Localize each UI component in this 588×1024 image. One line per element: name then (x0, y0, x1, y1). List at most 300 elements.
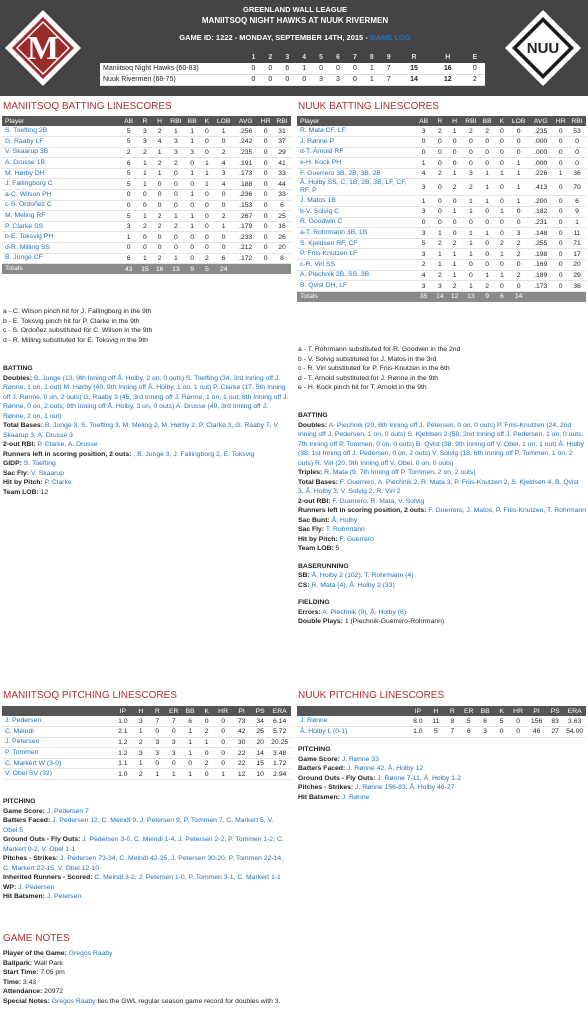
table-header-cell: HR (510, 706, 526, 716)
player-name-link[interactable]: B. Junge CF (2, 253, 120, 264)
special-notes-player[interactable]: Gregos Raaby (51, 997, 96, 1005)
stat-cell: 2 (138, 147, 153, 158)
home-caught-stealing[interactable]: R. Mata (4), Å. Holby 2 (33) (311, 581, 395, 589)
inherited-runners-label: Inherited Runners - Scored: (3, 874, 93, 881)
line-score-header-cell: 8 (363, 52, 380, 63)
player-of-game[interactable]: Gregos Raaby (68, 950, 113, 957)
pitches-strikes-label: Pitches - Strikes: (3, 855, 59, 862)
stat-cell: 1 (462, 196, 480, 207)
away-hit-batsmen[interactable]: J. Petersen (46, 893, 82, 900)
stat-cell: 0 (509, 126, 528, 137)
table-header-cell: R (433, 116, 448, 126)
stat-cell: 29 (568, 270, 586, 281)
line-score-header-cell: 1 (245, 52, 262, 63)
away-gidp[interactable]: S. Toefting (23, 460, 56, 467)
stat-cell: 0 (138, 243, 153, 254)
line-score-row (100, 63, 485, 74)
player-name-link[interactable]: e-H. Kock PH (297, 158, 415, 169)
table-header-cell: IP (113, 706, 133, 716)
stat-cell: 2 (495, 238, 510, 249)
stat-cell: 3 (138, 126, 153, 137)
stat-cell: 36 (568, 281, 586, 292)
player-name-link[interactable]: S. Toefting 2B (2, 126, 120, 137)
table-header-cell: R (149, 706, 165, 716)
stat-cell: 1 (495, 207, 510, 218)
totals-cell: 43 (120, 264, 138, 275)
table-header-cell: BB (185, 116, 200, 126)
player-name-link[interactable]: G. Raaby LF (2, 137, 120, 148)
substitution-note: d - R. Milling substituted for E. Toksvig in the 9th (3, 336, 148, 344)
stat-cell: 2 (198, 758, 214, 769)
stat-cell: 1 (138, 253, 153, 264)
stat-cell: 0 (553, 126, 568, 137)
line-score-cell: 0 (262, 63, 279, 74)
table-header-row (297, 706, 586, 716)
player-name-link[interactable]: c-R. Virl SS (297, 260, 415, 271)
away-pitches-strikes[interactable]: J. Pedersen 73-34, C. Meindl 42-25, J. Petersen 30-20, P. Tommen 22-14, C. Markert 22-15, V. Obel 12-10 (3, 855, 284, 872)
home-hbp[interactable]: F. Guerrero (339, 535, 374, 543)
stat-cell: 6 (477, 716, 493, 727)
stat-cell: 0 (214, 243, 233, 254)
table-header-cell: ER (166, 706, 182, 716)
stat-cell: 3 (166, 737, 182, 748)
stat-cell: 7 (166, 716, 182, 727)
stat-cell: 0 (495, 158, 510, 169)
player-name-link[interactable]: a-C. Wilson PH (2, 190, 120, 201)
away-go-fo[interactable]: J. Pedersen 3-0, C. Meindl 1-4, J. Petersen 2-2, P. Tommen 1-2, C. Markert 0-2, V. Obel 1-1 (3, 836, 284, 853)
totals-cell: 16 (152, 264, 167, 275)
stat-cell: 2 (152, 211, 167, 222)
player-name-link[interactable]: V. Obel SV (32) (2, 769, 113, 780)
table-header-cell: AVG (233, 116, 258, 126)
stat-cell: 1.0 (113, 716, 133, 727)
stat-cell: 7 (149, 716, 165, 727)
stat-cell: 0 (480, 249, 495, 260)
stat-cell: 0 (433, 179, 448, 196)
line-score-cell: 16 (431, 63, 465, 74)
stat-cell: 2 (167, 221, 185, 232)
stat-cell: 0 (167, 179, 185, 190)
away-pitching-table (2, 706, 291, 780)
table-row (297, 126, 586, 137)
player-name-link[interactable]: C. Meindl (2, 727, 113, 738)
stat-cell: 0 (258, 211, 273, 222)
stat-cell: 0 (509, 137, 528, 148)
stat-cell: 0 (495, 217, 510, 228)
table-header-cell: ERA (268, 706, 291, 716)
stat-cell: 2 (152, 253, 167, 264)
game-header (0, 0, 588, 96)
stat-cell: 15 (252, 758, 268, 769)
stat-cell: 14 (252, 748, 268, 759)
doubles-label: Doubles: (298, 421, 328, 429)
player-name-link[interactable]: J. Rønne P (297, 137, 415, 148)
stat-cell: 0 (495, 281, 510, 292)
stat-cell: 0 (495, 126, 510, 137)
table-header-cell: LOB (509, 116, 528, 126)
stat-cell: 3 (149, 737, 165, 748)
away-batting-table (2, 116, 291, 274)
stat-cell: 0 (258, 147, 273, 158)
away-risp[interactable]: , B. Junge 3, J. Fallingborg 2, E. Toksvig (133, 450, 255, 458)
stat-cell: 0 (433, 207, 448, 218)
home-pitching-title: NUUK PITCHING LINESCORES (298, 690, 445, 701)
stat-cell: .191 (233, 158, 258, 169)
stat-cell: 83 (547, 716, 563, 727)
away-batting-detail (3, 364, 289, 497)
stolen-bases-label: SB: (298, 572, 310, 579)
stat-cell: 156 (526, 716, 547, 727)
away-wild-pitch[interactable]: J. Pedersen (18, 883, 55, 891)
totals-cell: 13 (462, 291, 480, 302)
away-batting-detail-title: BATTING (3, 365, 33, 372)
player-name-link[interactable]: S. Kjeldsen RF, CF (297, 238, 415, 249)
totals-cell: 13 (167, 264, 185, 275)
totals-cell (258, 264, 273, 275)
stat-cell: 3 (167, 137, 185, 148)
stat-cell: 0 (200, 221, 215, 232)
stat-cell: 0 (415, 217, 433, 228)
stat-cell: 3.48 (268, 748, 291, 759)
stat-cell: 0 (185, 243, 200, 254)
away-doubles[interactable]: B. Junge (13, 9th Inning off Å. Holby, 2 on, 0 outs) S. Toefting (34, 3rd Inning off J. Rønne, 1 on, 1 out) M. Hørby (40, 9th Inning off Å. Holby, 1 on, 1 out) P. Clarke (17, 5th Inning off J. Rønne, 0 on, 2 outs) G. Raaby 3 (45, 3rd Inning off J. Rønne, 1 on, 1 out; 8th Inning off J. Rønne, 0 on, 2 outs; 9th Inning off Å. Holby, 3 on, 0 outs) A. Drusse (49, 3rd Inning off J. Rønne, 2 on, 1 out) (3, 374, 289, 420)
stat-cell: 1 (133, 727, 149, 738)
stat-cell: 3 (133, 716, 149, 727)
line-score-cell: 0 (346, 74, 363, 85)
stat-cell: 1.1 (113, 758, 133, 769)
game-log-link[interactable]: GAME LOG (369, 33, 411, 42)
player-name-link[interactable]: R. Mata CF, LF (297, 126, 415, 137)
game-id-line (100, 32, 490, 43)
stat-cell: 6 (182, 716, 198, 727)
player-name-link[interactable]: V. Skaarup 3B (2, 147, 120, 158)
home-risp[interactable]: F. Guerrero, J. Matos, P. Friis-Knutzen, T. Rohrmann (428, 507, 586, 514)
stat-cell: 1 (462, 228, 480, 239)
stat-cell: 0 (214, 190, 233, 201)
stat-cell: 0 (215, 727, 231, 738)
line-score-cell: 14 (397, 74, 431, 85)
totals-row (2, 264, 291, 275)
player-name-link[interactable]: J. Rønne (297, 716, 408, 727)
table-row (297, 168, 586, 179)
stat-cell: 0 (509, 281, 528, 292)
player-name-link[interactable]: A. Drusse 1B (2, 158, 120, 169)
away-hbp[interactable]: P. Clarke (44, 479, 72, 486)
table-header-cell: Player (2, 116, 120, 126)
player-name-link[interactable]: M. Meling RF (2, 211, 120, 222)
stat-cell: 8 (444, 716, 460, 727)
stat-cell: 1 (200, 158, 215, 169)
line-score-cell: 12 (431, 74, 465, 85)
stat-cell: 1 (152, 147, 167, 158)
player-name-link[interactable]: b-V. Solvig C (297, 207, 415, 218)
stat-cell: 1 (185, 168, 200, 179)
line-score-team: Maniitsoq Night Hawks (60-83) (100, 63, 245, 74)
table-header-cell: BB (182, 706, 198, 716)
stat-cell: 3 (120, 221, 138, 232)
home-pitching-detail (298, 745, 586, 802)
stat-cell: 3 (415, 281, 433, 292)
stat-cell: 1 (495, 270, 510, 281)
home-triples[interactable]: R. Mata (9, 7th Inning off P. Tommen, 2 on, 2 outs) (324, 469, 476, 476)
stat-cell: 0 (120, 190, 138, 201)
player-name-link[interactable]: P. Friis-Knutzen LF (297, 249, 415, 260)
fielding-title: FIELDING (298, 599, 330, 606)
stat-cell: 0 (415, 137, 433, 148)
stat-cell: 1 (214, 126, 233, 137)
player-name-link[interactable]: J. Matos 1B (297, 196, 415, 207)
table-header-cell: H (447, 116, 462, 126)
home-batters-faced[interactable]: J. Rønne 42, Å. Holby 12 (347, 765, 424, 772)
table-header-cell: H (152, 116, 167, 126)
stat-cell: 1 (495, 249, 510, 260)
stat-cell: 1 (553, 168, 568, 179)
special-notes-label: Special Notes: (3, 997, 50, 1005)
stat-cell: 1 (480, 228, 495, 239)
stat-cell: .200 (528, 196, 553, 207)
stat-cell: 0 (182, 758, 198, 769)
stat-cell: 5.72 (268, 727, 291, 738)
stat-cell: 0 (200, 137, 215, 148)
stat-cell: .000 (528, 137, 553, 148)
stat-cell: 2 (152, 126, 167, 137)
player-name-link[interactable]: F. Guerrero 3B, 2B, 3B, 2B (297, 168, 415, 179)
gidp-label: GIDP: (3, 460, 22, 467)
line-score-cell: 0 (245, 74, 262, 85)
stat-cell: 3 (415, 207, 433, 218)
table-row (2, 716, 291, 727)
stat-cell: 3 (509, 228, 528, 239)
line-score-cell: 0 (296, 74, 313, 85)
home-sac-fly[interactable]: T. Rohrmann (325, 526, 365, 533)
stat-cell: 25 (273, 211, 291, 222)
line-score-header-cell: 4 (296, 52, 313, 63)
home-hit-batsmen[interactable]: J. Rønne (341, 793, 370, 801)
table-row (2, 727, 291, 738)
stat-cell: 1 (185, 137, 200, 148)
table-header-cell: K (198, 706, 214, 716)
risp-label: Runners left in scoring position, 2 outs: (298, 507, 427, 514)
player-name-link[interactable]: Å. Holby SS, C, 1B, 2B, 3B, LF, CF, RF, P (297, 179, 415, 196)
table-header-cell: RBI (273, 116, 291, 126)
stat-cell: 73 (231, 716, 252, 727)
stat-cell: 5 (120, 137, 138, 148)
away-two-out-rbi[interactable]: P. Clarke, A. Drusse (37, 441, 98, 448)
table-header-cell: RBI (568, 116, 586, 126)
table-header-cell: IP (408, 706, 428, 716)
stat-cell: 1 (200, 168, 215, 179)
player-name-link[interactable]: d-R. Milling SS (2, 243, 120, 254)
line-score-header-cell: 5 (313, 52, 330, 63)
stat-cell: 1 (462, 249, 480, 260)
stat-cell: 0 (258, 253, 273, 264)
away-sac-fly[interactable]: V. Skaarup (30, 469, 64, 477)
stat-cell: 1 (167, 253, 185, 264)
table-row (297, 217, 586, 228)
line-score-header-cell: H (431, 52, 465, 63)
stat-cell: 0 (214, 137, 233, 148)
stat-cell: 0 (553, 228, 568, 239)
total-bases-label: Total Bases: (3, 422, 43, 429)
stat-cell: 0 (495, 147, 510, 158)
stat-cell: 17 (568, 249, 586, 260)
stat-cell: 0 (553, 270, 568, 281)
stat-cell: 6.14 (268, 716, 291, 727)
stat-cell: 0 (462, 217, 480, 228)
away-total-bases[interactable]: B. Junge 3, S. Toefting 3, M. Meling 2, M. Hørby 2, P. Clarke 3, G. Raaby 7, V. Skaarup 3, A. Drusse 3 (3, 422, 280, 439)
away-pitching-detail-title: PITCHING (3, 798, 36, 805)
potg-label: Player of the Game: (3, 950, 67, 957)
home-double-plays: 1 (Piechnik-Guerrero-Rohrmann) (344, 618, 445, 625)
table-row (2, 179, 291, 190)
line-score-cell: 1 (296, 63, 313, 74)
home-batting-detail-title: BATTING (298, 412, 328, 419)
away-notes (3, 307, 289, 345)
stat-cell: 1 (447, 260, 462, 271)
table-header-cell: PS (252, 706, 268, 716)
nuuk-logo-icon (503, 8, 583, 88)
stat-cell: 0 (553, 281, 568, 292)
stat-cell: 1 (495, 168, 510, 179)
stat-cell: 22 (231, 758, 252, 769)
stat-cell: 2 (138, 221, 153, 232)
stat-cell: 0 (215, 748, 231, 759)
line-score-row (100, 74, 485, 85)
stat-cell: 0 (258, 243, 273, 254)
home-game-score[interactable]: J. Rønne 33 (341, 755, 379, 763)
home-go-fo[interactable]: J. Rønne 7-11, Å. Holby 1-2 (377, 774, 462, 782)
stat-cell: 0 (166, 727, 182, 738)
table-row (2, 137, 291, 148)
stat-cell: 0 (462, 158, 480, 169)
stat-cell: 1 (138, 179, 153, 190)
player-name-link[interactable]: P. Clarke SS (2, 221, 120, 232)
stat-cell: 0 (553, 147, 568, 158)
home-notes (298, 345, 586, 393)
stat-cell: 2 (447, 281, 462, 292)
stat-cell: 0 (480, 238, 495, 249)
table-row (297, 716, 586, 727)
stat-cell: 3 (185, 147, 200, 158)
stat-cell: 0 (510, 716, 526, 727)
home-sac-bunt[interactable]: Å. Holby (331, 516, 358, 524)
stat-cell: 41 (273, 158, 291, 169)
stat-cell: 2 (133, 769, 149, 780)
stat-cell: 0 (185, 179, 200, 190)
table-header-cell: AB (120, 116, 138, 126)
player-name-link[interactable]: A. Piechnik 2B, SS, 3B (297, 270, 415, 281)
table-header-cell: HR (553, 116, 568, 126)
doubles-label: Doubles: (3, 374, 33, 382)
player-name-link[interactable]: R. Goodwin C (297, 217, 415, 228)
stat-cell: .000 (528, 147, 553, 158)
stat-cell: 0 (149, 758, 165, 769)
home-total-bases[interactable]: F. Guerrero, A. Piechnik 2, R. Mata 3, P. Friis-Knutzen 2, S. Kjeldsen 4, B. Qvist 3, Å. Holby 3, V. Solvig 2, R. Virl 2 (298, 478, 579, 495)
stat-cell: 2.1 (113, 727, 133, 738)
stat-cell: 0 (200, 126, 215, 137)
table-header-cell: K (200, 116, 215, 126)
stat-cell: 2 (447, 238, 462, 249)
stat-cell: 36 (568, 168, 586, 179)
stat-cell: 1 (480, 168, 495, 179)
substitution-note: b - E. Toksvig pinch hit for P. Clarke in the 9th (3, 317, 140, 325)
stat-cell: 0 (258, 137, 273, 148)
player-name-link[interactable]: C. Markert W (3-0) (2, 758, 113, 769)
stat-cell: 3 (415, 179, 433, 196)
stat-cell: 3 (214, 168, 233, 179)
stat-cell: .182 (528, 207, 553, 218)
home-doubles[interactable]: A. Piechnik (20, 6th Inning off J. Petersen, 0 on, 0 outs) P. Friis-Knutzen (24, 2nd Inning off J. Pedersen, 1 on, 0 outs) S. Kjeldsen 2 (58, 2nd Inning off J. Pedersen, 1 on, 0 outs; 7th Inning off P. Tommen, 0 on, 0 outs) B. Qvist (38, 9th Inning off V. Obel, 1 on, 1 out) Å. Holby (38, 1st Inning off J. Pedersen, 0 on, 2 outs) V. Solvig (18, 6th Inning off P. Tommen, 1 on, 2 outs) R. Virl (20, 9th Inning off V. Obel, 0 on, 0 outs) (298, 421, 585, 467)
away-inherited-runners[interactable]: C. Meindl 3-2, J. Petersen 1-0, P. Tommen 3-1, C. Markert 1-1 (94, 874, 281, 881)
player-name-link[interactable]: P. Tommen (2, 748, 113, 759)
away-batters-faced[interactable]: J. Pedersen 12, C. Meindl 9, J. Petersen 9, P. Tommen 7, C. Markert 5, V. Obel 5 (3, 817, 274, 834)
table-row (2, 147, 291, 158)
line-score-cell: 0 (245, 63, 262, 74)
stat-cell: 44 (273, 179, 291, 190)
stat-cell: 3 (138, 137, 153, 148)
home-batting-table (297, 116, 586, 302)
stat-cell: 1.72 (268, 758, 291, 769)
table-header-cell: HR (215, 706, 231, 716)
stat-cell: 1 (182, 737, 198, 748)
stat-cell: 4 (415, 168, 433, 179)
stat-cell: 1 (447, 249, 462, 260)
stat-cell: 0 (509, 207, 528, 218)
stat-cell: 0 (215, 758, 231, 769)
table-row (297, 281, 586, 292)
stat-cell: 0 (509, 260, 528, 271)
stat-cell: 2 (433, 270, 448, 281)
player-name-link[interactable]: J. Petersen (2, 737, 113, 748)
stat-cell: .169 (528, 260, 553, 271)
away-game-score[interactable]: J. Pedersen 7 (46, 807, 89, 815)
line-score-header-cell: 6 (330, 52, 347, 63)
player-name-link[interactable]: Å. Holby L (0-1) (297, 727, 408, 738)
player-name-link[interactable]: J. Fallingborg C (2, 179, 120, 190)
stat-cell: 1 (166, 769, 182, 780)
stat-cell: 0 (258, 126, 273, 137)
stat-cell: 0 (462, 137, 480, 148)
player-name-link[interactable]: d-T. Arnold RF (297, 147, 415, 158)
stat-cell: 0 (185, 158, 200, 169)
player-name-link[interactable]: B. Qvist DH, LF (297, 281, 415, 292)
totals-cell: 9 (185, 264, 200, 275)
player-name-link[interactable]: a-T. Rohrmann 3B, 1B (297, 228, 415, 239)
stat-cell: 2 (480, 126, 495, 137)
stat-cell: 20 (568, 260, 586, 271)
stat-cell: 6 (214, 253, 233, 264)
line-score-cell: 0 (262, 74, 279, 85)
player-name-link[interactable]: b-E. Toksvig PH (2, 232, 120, 243)
player-name-link[interactable]: c-S. Ordoñez C (2, 200, 120, 211)
home-two-out-rbi[interactable]: F. Guerrero, R. Mata, V. Solvig (332, 497, 425, 505)
stat-cell: 1 (149, 769, 165, 780)
home-errors[interactable]: A. Piechnik (9), Å. Holby (6) (322, 608, 407, 616)
stat-cell: 0 (462, 270, 480, 281)
stat-cell: 0 (509, 147, 528, 158)
player-name-link[interactable]: M. Hørby DH (2, 168, 120, 179)
stat-cell: 3.63 (563, 716, 586, 727)
ballpark: Wall Park (33, 959, 63, 967)
ballpark-label: Ballpark: (3, 959, 33, 967)
player-name-link[interactable]: J. Pedersen (2, 716, 113, 727)
attendance-label: Attendance: (3, 988, 43, 995)
home-stolen-bases[interactable]: Å. Holby 2 (102), T. Rohrmann (4) (311, 572, 414, 579)
game-score-label: Game Score: (298, 755, 340, 763)
home-pitches-strikes[interactable]: J. Rønne 156-83, Å. Holby 46-27 (355, 784, 455, 791)
line-score-header (100, 52, 485, 63)
stat-cell: 1.0 (408, 727, 428, 738)
